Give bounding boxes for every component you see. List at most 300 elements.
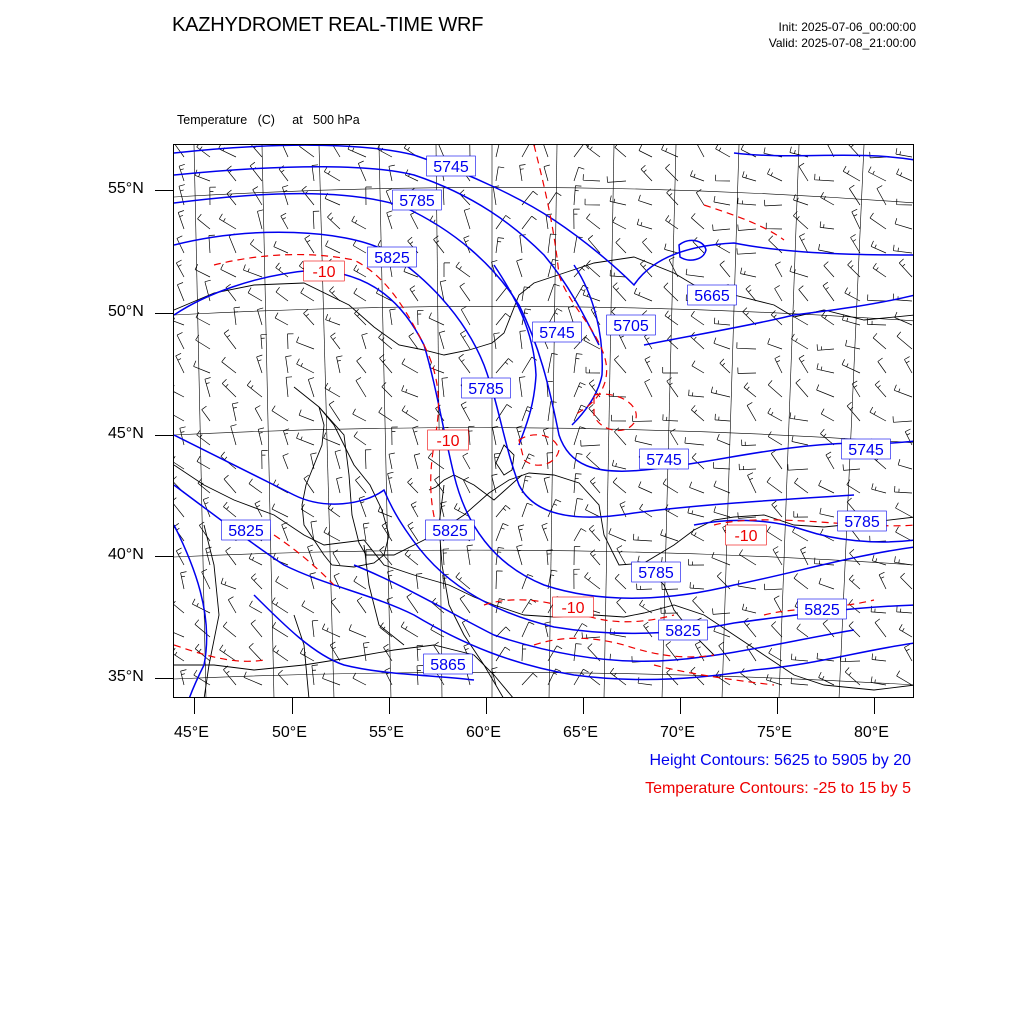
wind-barb xyxy=(255,406,262,422)
height-contour xyxy=(174,145,914,285)
wind-barb xyxy=(328,504,340,518)
wind-barb xyxy=(872,555,886,565)
wind-barb xyxy=(611,415,626,421)
wind-barb xyxy=(792,310,808,325)
wind-barb xyxy=(713,608,731,614)
longitude-tick xyxy=(874,698,875,714)
wind-barb xyxy=(878,358,886,373)
wind-barb xyxy=(688,507,704,517)
wind-barb xyxy=(337,477,343,493)
run-info xyxy=(769,19,916,51)
wind-barb xyxy=(174,498,184,517)
wind-barb xyxy=(496,571,503,589)
contour-label-text: 5705 xyxy=(613,318,649,335)
border-line xyxy=(364,545,404,645)
wind-barb xyxy=(384,644,393,661)
wind-barb xyxy=(713,225,730,231)
wind-barb xyxy=(247,381,262,397)
wind-barb xyxy=(379,407,392,421)
contour-label xyxy=(304,261,345,281)
wind-barb xyxy=(714,318,730,325)
wind-barb xyxy=(794,511,808,517)
wind-barb xyxy=(642,238,652,253)
height-contour xyxy=(679,240,706,260)
wind-barb xyxy=(443,188,449,205)
wind-barb xyxy=(904,645,912,662)
wind-barb xyxy=(331,598,340,613)
wind-barb xyxy=(879,572,886,589)
wind-barb xyxy=(664,283,678,301)
wind-barb xyxy=(411,502,418,517)
temperature-contour xyxy=(174,645,264,661)
wind-barb xyxy=(226,547,236,565)
wind-barb xyxy=(224,475,236,493)
wind-barb xyxy=(852,209,860,229)
wind-barb xyxy=(585,572,601,589)
wind-barb xyxy=(548,353,558,373)
wind-barb xyxy=(353,409,366,421)
contour-label-text: 5825 xyxy=(665,623,701,640)
wind-barb xyxy=(202,406,210,421)
wind-barb xyxy=(249,553,262,565)
wind-barb xyxy=(402,359,418,373)
wind-barb xyxy=(174,145,184,157)
wind-barb xyxy=(639,482,652,494)
contour-label-text: 5785 xyxy=(844,514,880,531)
wind-barb xyxy=(666,215,679,229)
wind-barb xyxy=(817,344,834,350)
wind-barb xyxy=(617,598,626,613)
wind-barb xyxy=(197,430,210,445)
wind-barb xyxy=(312,665,318,685)
contour-label-text: 5785 xyxy=(399,193,435,210)
wind-barb xyxy=(574,499,583,518)
meridian-line xyxy=(604,145,614,698)
wind-barb xyxy=(357,597,366,613)
wind-barb xyxy=(644,333,652,349)
wind-barb xyxy=(219,214,236,229)
wind-barb xyxy=(796,379,808,397)
wind-barb xyxy=(311,521,317,541)
contour-label xyxy=(842,439,891,459)
longitude-label: 80°E xyxy=(854,724,889,741)
wind-barb xyxy=(741,268,757,277)
wind-barb xyxy=(613,283,626,301)
wind-barb xyxy=(195,620,210,637)
wind-barb xyxy=(223,502,236,517)
wind-barb xyxy=(582,632,600,638)
wind-barb xyxy=(899,259,912,277)
wind-barb xyxy=(251,574,262,589)
wind-barb xyxy=(401,622,418,637)
height-legend: Height Contours: 5625 to 5905 by 20 xyxy=(649,752,911,769)
wind-barb xyxy=(177,332,184,349)
wind-barb xyxy=(273,645,288,661)
wind-barb xyxy=(414,454,420,469)
longitude-tick xyxy=(777,698,778,714)
wind-barb xyxy=(719,642,730,661)
wind-barb xyxy=(469,426,475,445)
wind-barb xyxy=(690,582,704,589)
wind-barb xyxy=(174,624,184,637)
wind-barb xyxy=(428,453,444,469)
contour-label xyxy=(427,156,476,176)
temperature-legend: Temperature Contours: -25 to 15 by 5 xyxy=(645,780,911,797)
wind-barb xyxy=(496,524,508,542)
wind-barb xyxy=(411,212,419,229)
wind-barb xyxy=(737,248,756,254)
wind-barb xyxy=(308,545,315,565)
wind-barb xyxy=(716,240,731,254)
wind-barb xyxy=(895,218,912,229)
wind-barb xyxy=(181,572,187,589)
temperature-field-label: Temperature (C) at 500 hPa xyxy=(177,113,360,127)
wind-barb xyxy=(205,378,211,398)
wind-barb xyxy=(174,314,184,325)
wind-barb xyxy=(585,199,600,205)
wind-barb xyxy=(494,333,500,349)
latitude-tick xyxy=(155,678,173,679)
wind-barb xyxy=(354,265,366,277)
wind-barb xyxy=(522,145,535,157)
wind-barb xyxy=(357,357,366,373)
wind-barb xyxy=(522,476,531,493)
wind-barb xyxy=(692,453,704,469)
wind-barb xyxy=(520,331,526,349)
wind-barb xyxy=(820,221,834,229)
wind-barb xyxy=(645,379,652,397)
wind-barb xyxy=(470,145,476,157)
wind-barb xyxy=(249,601,262,613)
wind-barb xyxy=(324,167,340,182)
wind-barb xyxy=(330,642,340,661)
wind-barb xyxy=(444,263,450,277)
wind-barb xyxy=(768,432,782,446)
wind-barb xyxy=(898,459,912,469)
wind-barb xyxy=(574,569,580,589)
wind-barb xyxy=(522,673,537,685)
wind-barb xyxy=(826,452,834,469)
contour-label-text: -10 xyxy=(734,528,758,545)
wind-barb xyxy=(227,166,236,181)
caspian-sea-outline xyxy=(302,407,514,567)
contour-label xyxy=(222,520,271,540)
wind-barb xyxy=(615,574,626,589)
wind-barb xyxy=(871,241,886,253)
wind-barb xyxy=(714,338,730,349)
wind-barb xyxy=(202,569,210,589)
wind-barb xyxy=(222,357,236,373)
wind-barb xyxy=(219,145,236,157)
wind-barb xyxy=(195,264,210,277)
wind-barb xyxy=(797,624,808,637)
wind-barb xyxy=(843,464,860,470)
wind-barb xyxy=(547,550,553,565)
wind-barb xyxy=(870,213,886,229)
wind-barb xyxy=(310,573,316,589)
wind-barb xyxy=(297,337,315,349)
wind-barb xyxy=(463,477,470,493)
wind-barb xyxy=(354,288,366,301)
contour-label-text: 5745 xyxy=(539,325,575,342)
wind-barb xyxy=(257,355,263,373)
wind-barb xyxy=(669,257,678,277)
wind-barb xyxy=(637,219,652,229)
wind-barb xyxy=(872,654,886,662)
wind-barb xyxy=(231,425,237,445)
wind-barb xyxy=(283,454,289,469)
wind-barb xyxy=(282,185,288,205)
wind-barb xyxy=(819,244,835,253)
wind-barb xyxy=(775,285,782,301)
wind-barb xyxy=(665,505,678,518)
wind-barb xyxy=(842,359,860,373)
longitude-label: 45°E xyxy=(174,724,209,741)
wind-barb xyxy=(323,673,341,685)
wind-barb xyxy=(174,523,184,541)
wind-barb xyxy=(896,503,913,517)
wind-barb xyxy=(522,454,534,469)
wind-barb xyxy=(590,550,600,565)
wind-barb xyxy=(228,597,236,613)
wind-barb xyxy=(276,576,288,589)
contour-label-text: 5825 xyxy=(228,523,264,540)
wind-barb xyxy=(738,225,756,231)
wind-barb xyxy=(180,427,186,445)
wind-barb xyxy=(354,432,366,445)
wind-barb xyxy=(896,527,912,541)
wind-barb xyxy=(685,437,704,445)
wind-barb xyxy=(548,192,561,205)
wind-barb xyxy=(799,286,808,301)
wind-barb xyxy=(817,363,834,373)
wind-barb xyxy=(456,573,470,590)
wind-barb xyxy=(283,429,289,445)
wind-barb xyxy=(274,241,288,253)
meridian-line xyxy=(379,145,391,698)
meridian-line xyxy=(194,145,206,698)
wind-barb xyxy=(616,238,626,253)
wind-barb xyxy=(300,648,314,661)
wind-barb xyxy=(517,545,523,565)
wind-barb xyxy=(692,361,704,373)
wind-barb xyxy=(329,401,340,421)
wind-barb xyxy=(574,145,589,157)
contour-label-text: -10 xyxy=(561,600,585,617)
wind-barb xyxy=(365,450,371,469)
wind-barb xyxy=(820,508,834,517)
longitude-label: 75°E xyxy=(757,724,792,741)
wind-barb xyxy=(765,200,783,206)
wind-barb xyxy=(286,377,292,397)
wind-barb xyxy=(768,380,782,397)
wind-barb xyxy=(178,211,184,230)
wind-barb xyxy=(574,644,582,661)
wind-barb xyxy=(380,354,393,373)
wind-barb xyxy=(388,472,394,493)
wind-barb xyxy=(613,217,626,229)
wind-barb xyxy=(322,624,340,637)
wind-barb xyxy=(194,361,210,373)
wind-barb xyxy=(229,234,236,253)
wind-barb xyxy=(717,434,730,445)
wind-barb xyxy=(249,643,262,661)
wind-barb xyxy=(815,174,834,181)
wind-barb xyxy=(434,236,445,253)
wind-barb xyxy=(174,648,184,661)
wind-barb xyxy=(661,529,678,541)
wind-barb xyxy=(329,287,340,302)
wind-barb xyxy=(667,378,678,397)
wind-barb xyxy=(842,314,860,325)
wind-barb xyxy=(639,145,652,157)
wind-barb xyxy=(904,357,912,373)
contour-label-text: 5785 xyxy=(468,381,504,398)
wind-barb xyxy=(691,529,704,541)
wind-barb xyxy=(407,593,418,613)
wind-barb xyxy=(737,342,756,349)
contour-label xyxy=(462,378,511,398)
wind-barb xyxy=(464,209,470,229)
weather-map xyxy=(174,145,914,698)
contour-label xyxy=(632,562,681,582)
wind-barb xyxy=(327,213,340,229)
wind-barb xyxy=(223,622,236,637)
longitude-tick xyxy=(389,698,390,714)
wind-barb xyxy=(299,410,314,421)
wind-barb xyxy=(459,354,470,373)
wind-barb xyxy=(849,575,860,589)
contour-label xyxy=(659,620,708,640)
wind-barb xyxy=(639,195,653,205)
wind-barb xyxy=(609,528,626,541)
wind-barb xyxy=(380,623,392,637)
wind-barb xyxy=(823,282,834,301)
wind-barb xyxy=(846,340,861,349)
wind-barb xyxy=(791,334,808,349)
wind-barb xyxy=(788,464,808,470)
wind-barb xyxy=(637,584,652,590)
wind-barb xyxy=(408,478,419,493)
valid-time: Valid: 2025-07-08_21:00:00 xyxy=(768,36,916,50)
wind-barb xyxy=(667,189,678,205)
wind-barb xyxy=(589,525,600,541)
wind-barb xyxy=(895,486,913,493)
wind-barb xyxy=(542,145,549,157)
longitude-tick xyxy=(680,698,681,714)
wind-barb xyxy=(663,414,678,421)
wind-barb xyxy=(610,668,626,685)
wind-barb xyxy=(873,333,886,349)
wind-barb xyxy=(176,353,184,373)
wind-barb xyxy=(355,476,366,493)
wind-barb xyxy=(390,309,396,325)
wind-barb xyxy=(439,331,445,349)
wind-barb xyxy=(641,165,652,181)
wind-barb xyxy=(849,622,860,638)
longitude-label: 60°E xyxy=(466,724,501,741)
wind-barb xyxy=(282,523,288,541)
wind-barb xyxy=(739,550,756,566)
wind-barb xyxy=(768,338,782,349)
contour-label-text: -10 xyxy=(312,264,336,281)
wind-barb xyxy=(609,390,626,397)
wind-barb xyxy=(581,440,600,446)
init-time: Init: 2025-07-06_00:00:00 xyxy=(778,20,916,34)
wind-barb xyxy=(849,185,860,205)
wind-barb xyxy=(773,547,782,566)
contour-label xyxy=(838,511,887,531)
meridian-line xyxy=(262,145,274,698)
wind-barb xyxy=(697,145,705,157)
wind-barb xyxy=(714,196,730,205)
wind-barb xyxy=(438,145,444,157)
wind-barb xyxy=(522,216,537,229)
wind-barb xyxy=(768,408,782,421)
wind-barb xyxy=(739,464,756,470)
wind-barb xyxy=(275,313,288,325)
wind-barb xyxy=(408,522,418,541)
wind-barb xyxy=(747,402,756,421)
contour-label-text: 5665 xyxy=(694,288,730,305)
wind-barb xyxy=(331,333,341,349)
wind-barb xyxy=(196,335,210,349)
wind-barb xyxy=(635,435,652,445)
wind-barb xyxy=(775,356,782,373)
wind-barb xyxy=(522,622,534,637)
wind-barb xyxy=(378,506,392,517)
wind-barb xyxy=(574,427,586,445)
wind-barb xyxy=(899,624,912,637)
wind-barb xyxy=(894,385,912,397)
wind-barb xyxy=(354,576,366,589)
wind-barb xyxy=(244,672,262,685)
latitude-label: 35°N xyxy=(108,668,144,685)
wind-barb xyxy=(893,245,912,253)
wind-barb xyxy=(324,527,340,541)
wind-barb xyxy=(389,165,395,181)
wind-barb xyxy=(716,175,730,181)
wind-barb xyxy=(817,385,834,398)
wind-barb xyxy=(875,619,886,637)
wind-barb xyxy=(771,622,782,638)
wind-barb xyxy=(665,164,678,181)
wind-barb xyxy=(402,385,418,397)
wind-barb xyxy=(843,166,860,181)
wind-barb xyxy=(192,599,210,613)
wind-barb xyxy=(335,450,341,469)
wind-barb xyxy=(748,473,757,493)
wind-barb xyxy=(460,595,470,613)
latitude-label: 45°N xyxy=(108,425,144,442)
wind-barb xyxy=(585,504,600,517)
wind-barb xyxy=(574,167,584,181)
wind-barb xyxy=(387,211,393,229)
wind-barb xyxy=(847,480,860,493)
wind-barb xyxy=(634,288,652,301)
wind-barb xyxy=(607,176,626,182)
longitude-tick xyxy=(194,698,195,714)
longitude-label: 65°E xyxy=(563,724,598,741)
contour-label xyxy=(428,430,469,450)
wind-barb xyxy=(819,578,834,589)
wind-barb xyxy=(767,526,782,541)
map-panel xyxy=(173,144,914,698)
wind-barb xyxy=(496,167,504,181)
contour-label-text: -10 xyxy=(436,433,460,450)
wind-barb xyxy=(276,287,288,301)
wind-barb xyxy=(305,235,314,253)
